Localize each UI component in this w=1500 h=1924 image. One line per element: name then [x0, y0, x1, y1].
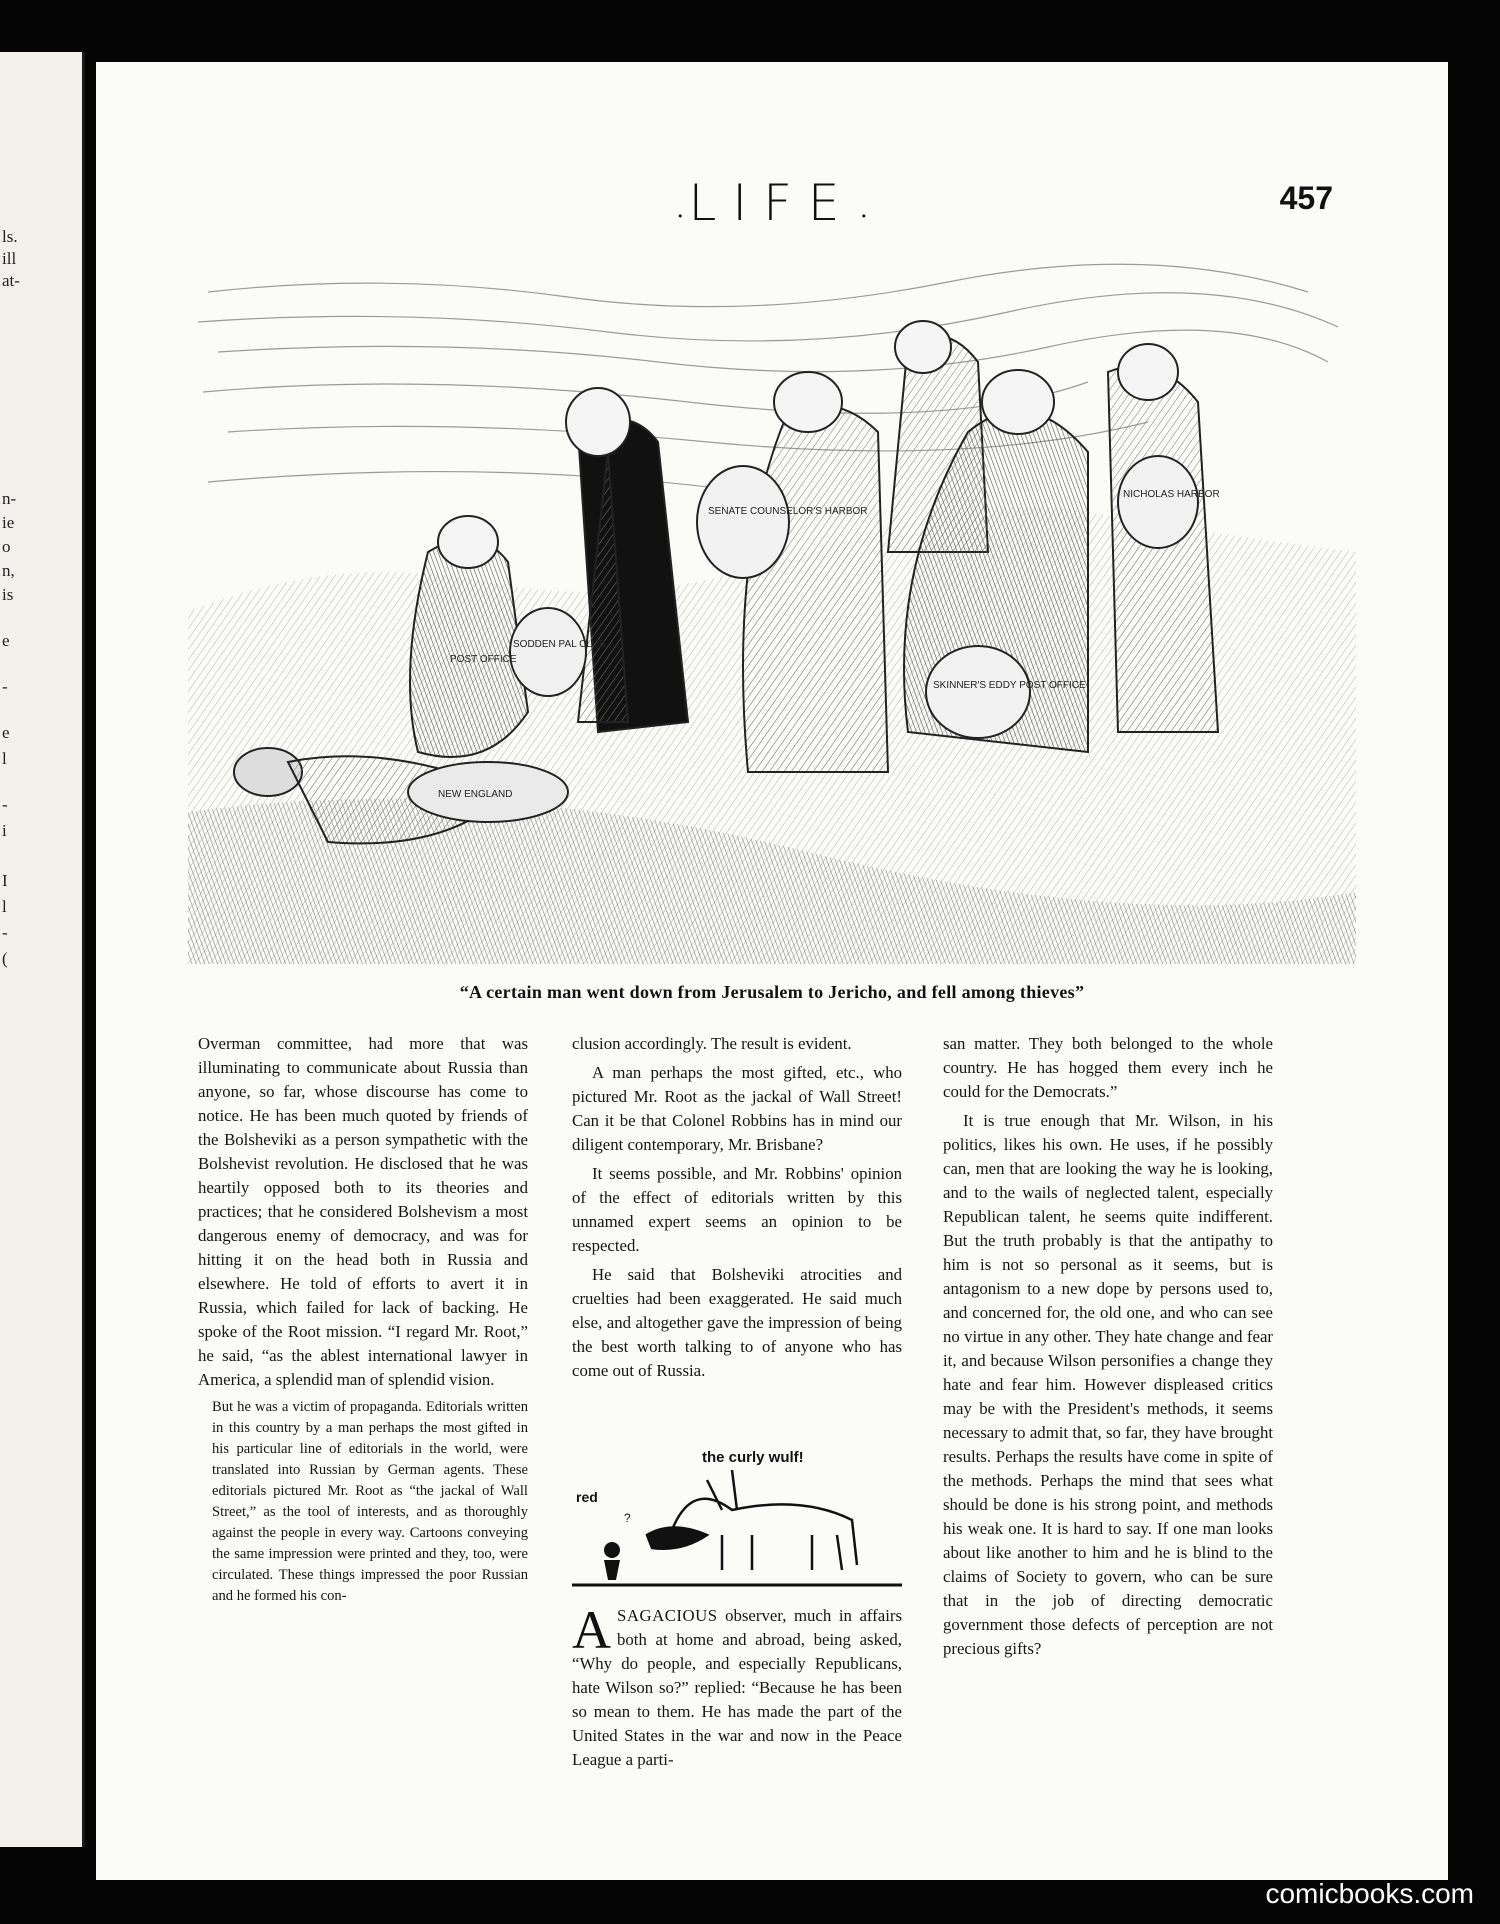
article-paragraph	[572, 1600, 902, 1772]
left-page-fragment: at-	[2, 271, 20, 290]
left-page-fragment: I	[2, 871, 8, 890]
bag-label: NICHOLAS HARBOR	[1123, 489, 1220, 500]
wolf-cartoon-label: red	[576, 1489, 598, 1505]
left-page-fragment: e	[2, 723, 10, 742]
article-text: observer, much in affairs both at home and abroad, being asked, “Why do people, and especially Republicans, hate Wilson so?” replied: “Because he has been so mean to them. He has made the part of the United States in the war and now in the Peace League a parti-	[572, 1606, 902, 1769]
article-column-2	[572, 1032, 902, 1388]
bag-label: SENATE COUNSELOR'S HARBOR	[708, 506, 868, 517]
title-dot: ·	[859, 201, 869, 231]
sagacious-observer-paragraph	[572, 1600, 902, 1777]
article-paragraph: Overman committee, had more that was illuminating to communicate about Russia than anyone, so far, whose discourse has come to notice. He has been much quoted by friends of the Bolsheviki as a person sympathetic with the Bolshevist revolution. He disclosed that he was heartily opposed both to its theories and practices; that he considered Bolshevism a most dangerous enemy of democracy, and was for hitting it on the head both in Russia and elsewhere. He told of efforts to avert it in Russia, which failed for lack of backing. He spoke of the Root mission. “I regard Mr. Root,” he said, “as the ablest international lawyer in America, a splendid man of splendid vision.	[198, 1034, 528, 1389]
left-page-fragment: ill	[2, 249, 17, 268]
curly-wulf-cartoon	[572, 1440, 902, 1590]
left-page-fragment: ls.	[2, 227, 18, 246]
article-paragraph: clusion accordingly. The result is evident.	[572, 1034, 852, 1053]
magazine-page	[96, 62, 1448, 1880]
bag-label: SODDEN PAL CLUB	[513, 639, 606, 650]
bag-label: POST OFFICE	[450, 654, 517, 665]
left-page-fragment: is	[2, 585, 14, 604]
left-page-edge	[0, 52, 85, 1847]
article-paragraph: He said that Bolsheviki atrocities and cruelties had been exaggerated. He said much else, and altogether gave the impression of being the best worth talking to of anyone who has come out of Russia.	[572, 1265, 902, 1380]
article-quote-paragraph: But he was a victim of propaganda. Editorials written in this country by a man perhaps the most gifted in his particular line of editorials in the world, were translated into Russian by German agents. These editorials pictured Mr. Root as “the jackal of Wall Street,” as the tool of interests, and as thoroughly against the people in every way. Cartoons conveying the same impression were printed and they, too, were circulated. These things impressed the poor Russian and he formed his con-	[212, 1399, 528, 1604]
article-paragraph: A man perhaps the most gifted, etc., who pictured Mr. Root as the jackal of Wall Street! Can it be that Colonel Robbins has in mind our diligent contemporary, Mr. Brisbane?	[572, 1063, 902, 1154]
title-dot: ·	[675, 201, 685, 231]
left-page-fragment: i	[2, 821, 7, 840]
left-page-fragment: e	[2, 631, 10, 650]
wolf-cartoon-title: the curly wulf!	[702, 1449, 804, 1466]
wolf-figure	[647, 1470, 857, 1570]
left-page-fragment: l	[2, 749, 7, 768]
left-page-fragment: n-	[2, 489, 17, 508]
article-paragraph: It is true enough that Mr. Wilson, in his politics, likes his own. He uses, if he possibly can, men that are looking the way he is looking, and to the wails of neglected talent, especially Republican talent, he seems quite indifferent. But the truth probably is that the antipathy to him is not so personal as it seems, but is antagonism to a new dope by persons used to, and concerned for, the old one, and who can see no virtue in any other. They hate change and fear it, and because Wilson personifies a change they hate and fear him. However displeased critics may be with the President's methods, it seems necessary to admit that, so far, they have brought results. Perhaps the results have come in spite of the methods. Perhaps the mind that sees what should be done is his strong point, and methods his weak one. It is hard to say. If one man looks about like another to him and he is blind to the claims of Society to govern, who can be sure that in the job of directing democratic government those defects of perception are not precious gifts?	[943, 1111, 1273, 1658]
left-page-fragment: n,	[2, 561, 15, 580]
article-paragraph: It seems possible, and Mr. Robbins' opinion of the effect of editorials written by this unnamed expert seems an opinion to be respected.	[572, 1164, 902, 1255]
article-paragraph: san matter. They both belonged to the whole country. He has hogged them every inch he could for the Democrats.”	[943, 1034, 1273, 1101]
article-column-1	[198, 1032, 528, 1612]
site-watermark: comicbooks.com	[1265, 1878, 1474, 1909]
cartoon-illustration	[188, 252, 1356, 964]
bag-label: NEW ENGLAND	[438, 789, 513, 800]
red-riding-hood-figure	[604, 1511, 631, 1580]
drop-cap: A	[572, 1600, 611, 1660]
left-page-fragment: -	[2, 677, 8, 696]
left-page-fragment: l	[2, 897, 7, 916]
left-page-fragment: ie	[2, 513, 15, 532]
left-page-fragment: o	[2, 537, 11, 556]
article-column-3	[943, 1032, 1273, 1666]
bag-label: SKINNER'S EDDY POST OFFICE	[933, 680, 1086, 691]
left-page-fragment: (	[2, 949, 8, 968]
page-number: 457	[1279, 180, 1333, 216]
left-page-fragment: -	[2, 795, 8, 814]
cartoon-caption: “A certain man went down from Jerusalem to Jericho, and fell among thieves”	[459, 982, 1085, 1002]
left-page-fragment: -	[2, 923, 8, 942]
masthead	[96, 174, 1448, 244]
magazine-title: LIFE	[688, 174, 856, 232]
svg-text:?: ?	[624, 1511, 631, 1525]
lead-word: SAGACIOUS	[617, 1606, 718, 1625]
